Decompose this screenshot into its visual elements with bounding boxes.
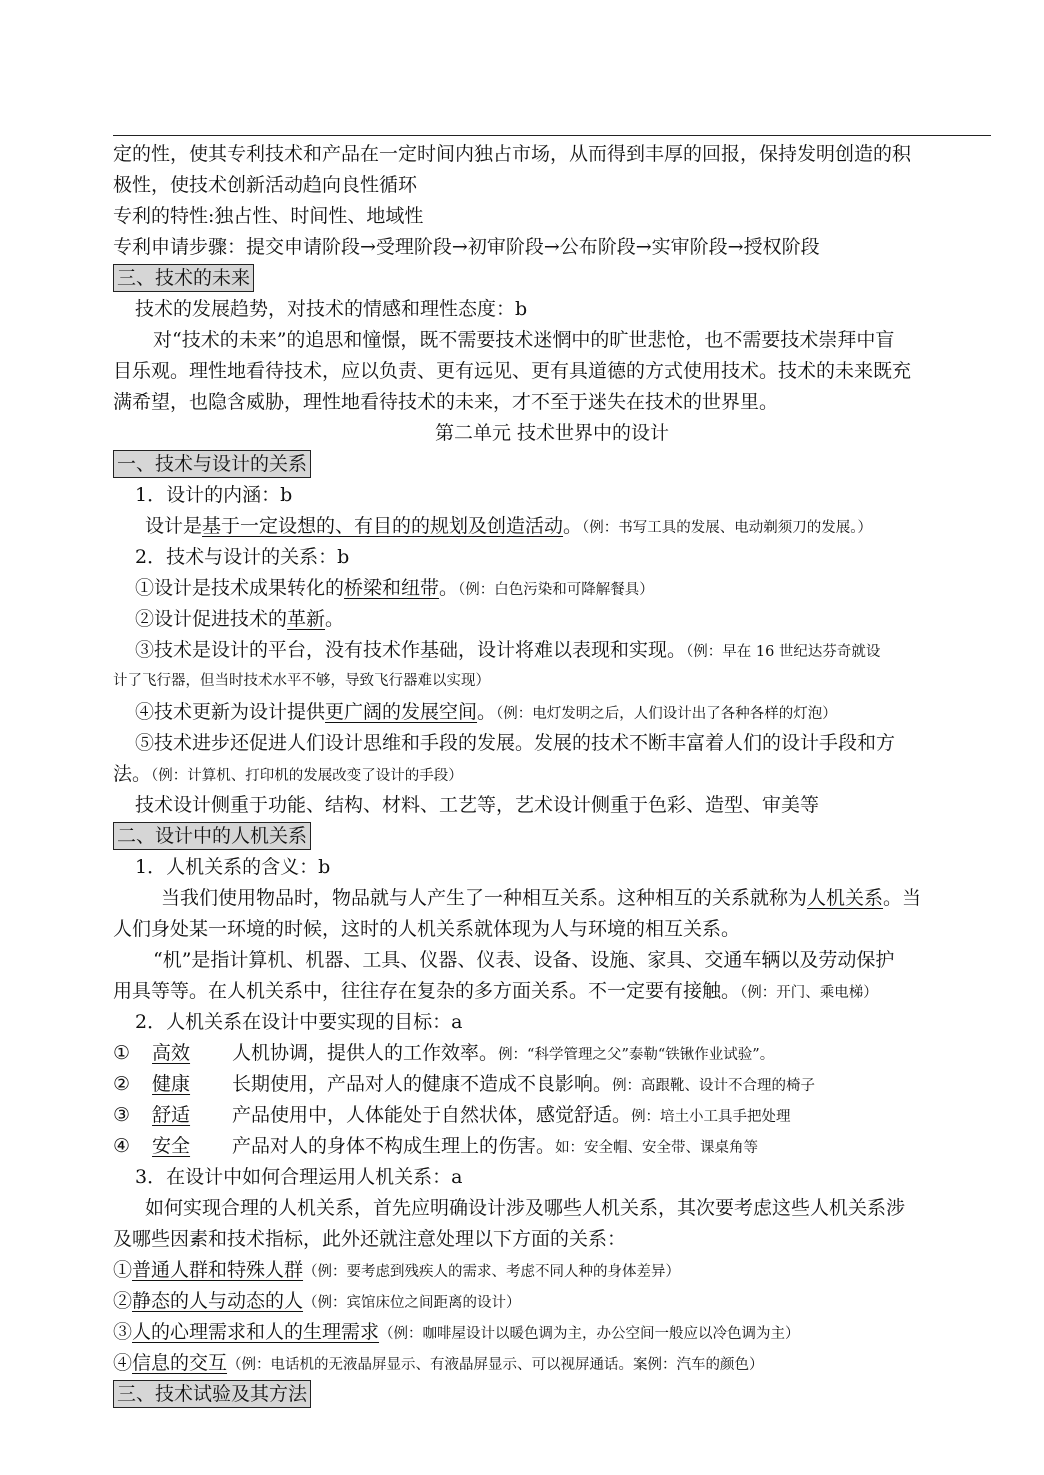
relation-item bbox=[113, 604, 991, 635]
example-note: （例：电灯发明之后，人们设计出了各种各样的灯泡） bbox=[496, 706, 837, 722]
goal-desc: 产品使用中，人体能处于自然状体，感觉舒适。 bbox=[232, 1104, 632, 1126]
document-body bbox=[113, 139, 991, 1410]
underlined-term: 人的心理需求和人的生理需求 bbox=[132, 1321, 380, 1343]
example-note: （例：书写工具的发展、电动剃须刀的发展。） bbox=[582, 520, 873, 536]
subheading: 1．人机关系的含义：b bbox=[135, 856, 331, 878]
goal-desc: 长期使用，产品对人的健康不造成不良影响。 bbox=[232, 1073, 613, 1095]
underlined-term: 桥梁和纽带 bbox=[344, 577, 440, 599]
relation-item-cont bbox=[113, 759, 991, 790]
paragraph-line: 对“技术的未来”的追思和憧憬，既不需要技术迷惘中的旷世悲怆，也不需要技术崇拜中盲 bbox=[153, 329, 895, 351]
paragraph-line: 目乐观。理性地看待技术，应以负责、更有远见、更有具道德的方式使用技术。技术的未来既充 bbox=[113, 360, 912, 382]
text: 当我们使用物品时，物品就与人产生了一种相互关系。这种相互的关系就称为 bbox=[161, 887, 808, 909]
relation-item bbox=[113, 1317, 991, 1348]
definition-line bbox=[113, 511, 991, 542]
paragraph-line bbox=[113, 976, 991, 1007]
text: ②设计促进技术的 bbox=[135, 608, 288, 630]
example-note: （例：咖啡屋设计以暖色调为主，办公空间一般应以冷色调为主） bbox=[379, 1326, 800, 1342]
goal-number: ② bbox=[113, 1073, 131, 1095]
goal-row bbox=[113, 1100, 991, 1131]
text: 设计是 bbox=[145, 515, 203, 537]
relation-item bbox=[113, 1286, 991, 1317]
patent-features: 专利的特性:独占性、时间性、地域性 bbox=[113, 205, 424, 227]
paragraph-line: 定的性，使其专利技术和产品在一定时间内独占市场，从而得到丰厚的回报，保持发明创造的积 bbox=[113, 143, 912, 165]
text: ④技术更新为设计提供 bbox=[135, 701, 326, 723]
item-number: ④ bbox=[113, 1352, 133, 1374]
example-note: （例：要考虑到残疾人的需求、考虑不同人种的身体差异） bbox=[303, 1264, 681, 1280]
relation-item bbox=[113, 1348, 991, 1379]
example-note: 例：培土小工具手把处理 bbox=[631, 1109, 791, 1125]
goal-desc: 产品对人的身体不构成生理上的伤害。 bbox=[232, 1135, 556, 1157]
example-note: 例：“科学管理之父”泰勒“铁锹作业试验”。 bbox=[498, 1047, 775, 1063]
example-note: （例：宾馆床位之间距离的设计） bbox=[303, 1295, 521, 1311]
subheading: 3．在设计中如何合理运用人机关系：a bbox=[135, 1166, 463, 1188]
subheading: 2．人机关系在设计中要实现的目标：a bbox=[135, 1011, 463, 1033]
compare-line: 技术设计侧重于功能、结构、材料、工艺等，艺术设计侧重于色彩、造型、审美等 bbox=[135, 794, 820, 816]
underlined-term: 更广阔的发展空间 bbox=[325, 701, 478, 723]
paragraph-line: 及哪些因素和技术指标，此外还就注意处理以下方面的关系： bbox=[113, 1228, 627, 1250]
underlined-term: 基于一定设想的、有目的的规划及创造活动 bbox=[202, 515, 564, 537]
goal-name: 安全 bbox=[152, 1135, 191, 1157]
example-note: （例：开门、乘电梯） bbox=[740, 985, 878, 1001]
example-note: （例：计算机、打印机的发展改变了设计的手段） bbox=[151, 768, 463, 784]
subheading: 2．技术与设计的关系：b bbox=[135, 546, 350, 568]
goal-name: 舒适 bbox=[152, 1104, 191, 1126]
text: ③技术是设计的平台，没有技术作基础，设计将难以表现和实现。 bbox=[135, 639, 687, 661]
paragraph-line bbox=[113, 883, 991, 914]
goal-number: ③ bbox=[113, 1104, 131, 1126]
patent-steps: 专利申请步骤：提交申请阶段→受理阶段→初审阶段→公布阶段→实审阶段→授权阶段 bbox=[113, 236, 820, 258]
relation-item bbox=[113, 1255, 991, 1286]
section-heading-future: 三、技术的未来 bbox=[113, 264, 254, 292]
underlined-term: 人机关系 bbox=[807, 887, 884, 909]
goal-number: ① bbox=[113, 1042, 131, 1064]
underlined-term: 信息的交互 bbox=[132, 1352, 228, 1374]
paragraph-line: 满希望，也隐含威胁，理性地看待技术的未来，才不至于迷失在技术的世界里。 bbox=[113, 391, 779, 413]
item-number: ③ bbox=[113, 1321, 133, 1343]
paragraph-line: 如何实现合理的人机关系，首先应明确设计涉及哪些人机关系，其次要考虑这些人机关系涉 bbox=[145, 1197, 906, 1219]
item-number: ② bbox=[113, 1290, 133, 1312]
goal-row bbox=[113, 1069, 991, 1100]
text: 。 bbox=[325, 608, 345, 630]
goal-name: 健康 bbox=[152, 1073, 191, 1095]
unit-title: 第二单元 技术世界中的设计 bbox=[434, 422, 670, 444]
relation-item bbox=[113, 635, 991, 666]
example-note: 计了飞行器，但当时技术水平不够，导致飞行器难以实现） bbox=[113, 673, 490, 689]
subheading: 技术的发展趋势，对技术的情感和理性态度：b bbox=[135, 298, 528, 320]
item-number: ① bbox=[113, 1259, 133, 1281]
paragraph-line: “机”是指计算机、机器、工具、仪器、仪表、设备、设施、家具、交通车辆以及劳动保护 bbox=[153, 949, 895, 971]
example-note: （例：白色污染和可降解餐具） bbox=[458, 582, 654, 598]
relation-item bbox=[113, 573, 991, 604]
goal-name: 高效 bbox=[152, 1042, 191, 1064]
section-heading-ergonomics: 二、设计中的人机关系 bbox=[113, 822, 311, 850]
subheading: 1．设计的内涵：b bbox=[135, 484, 293, 506]
goal-row bbox=[113, 1131, 991, 1162]
text: ①设计是技术成果转化的 bbox=[135, 577, 345, 599]
section-heading-testing: 三、技术试验及其方法 bbox=[113, 1380, 311, 1408]
underlined-term: 普通人群和特殊人群 bbox=[132, 1259, 304, 1281]
text: 。 bbox=[563, 515, 583, 537]
text: 。 bbox=[439, 577, 459, 599]
example-note: （例：早在 16 世纪达芬奇就设 bbox=[686, 644, 881, 660]
example-note: （例：电话机的无液晶屏显示、有液晶屏显示、可以视屏通话。案例：汽车的颜色） bbox=[227, 1357, 764, 1373]
example-note: 如：安全帽、安全带、课桌角等 bbox=[555, 1140, 759, 1156]
text: 。 bbox=[477, 701, 497, 723]
text: 。当 bbox=[883, 887, 922, 909]
goal-desc: 人机协调，提供人的工作效率。 bbox=[232, 1042, 499, 1064]
paragraph-line: 极性，使技术创新活动趋向良性循环 bbox=[113, 174, 418, 196]
text: 法。 bbox=[113, 763, 152, 785]
header-rule bbox=[113, 135, 991, 136]
relation-item bbox=[113, 697, 991, 728]
example-note: 例：高跟靴、设计不合理的椅子 bbox=[612, 1078, 816, 1094]
underlined-term: 静态的人与动态的人 bbox=[132, 1290, 304, 1312]
section-heading-design: 一、技术与设计的关系 bbox=[113, 450, 311, 478]
text: 用具等等。在人机关系中，往往存在复杂的多方面关系。不一定要有接触。 bbox=[113, 980, 741, 1002]
goal-number: ④ bbox=[113, 1135, 131, 1157]
relation-item: ⑤技术进步还促进人们设计思维和手段的发展。发展的技术不断丰富着人们的设计手段和方 bbox=[135, 732, 896, 754]
goal-row bbox=[113, 1038, 991, 1069]
underlined-term: 革新 bbox=[287, 608, 326, 630]
paragraph-line: 人们身处某一环境的时候，这时的人机关系就体现为人与环境的相互关系。 bbox=[113, 918, 741, 940]
